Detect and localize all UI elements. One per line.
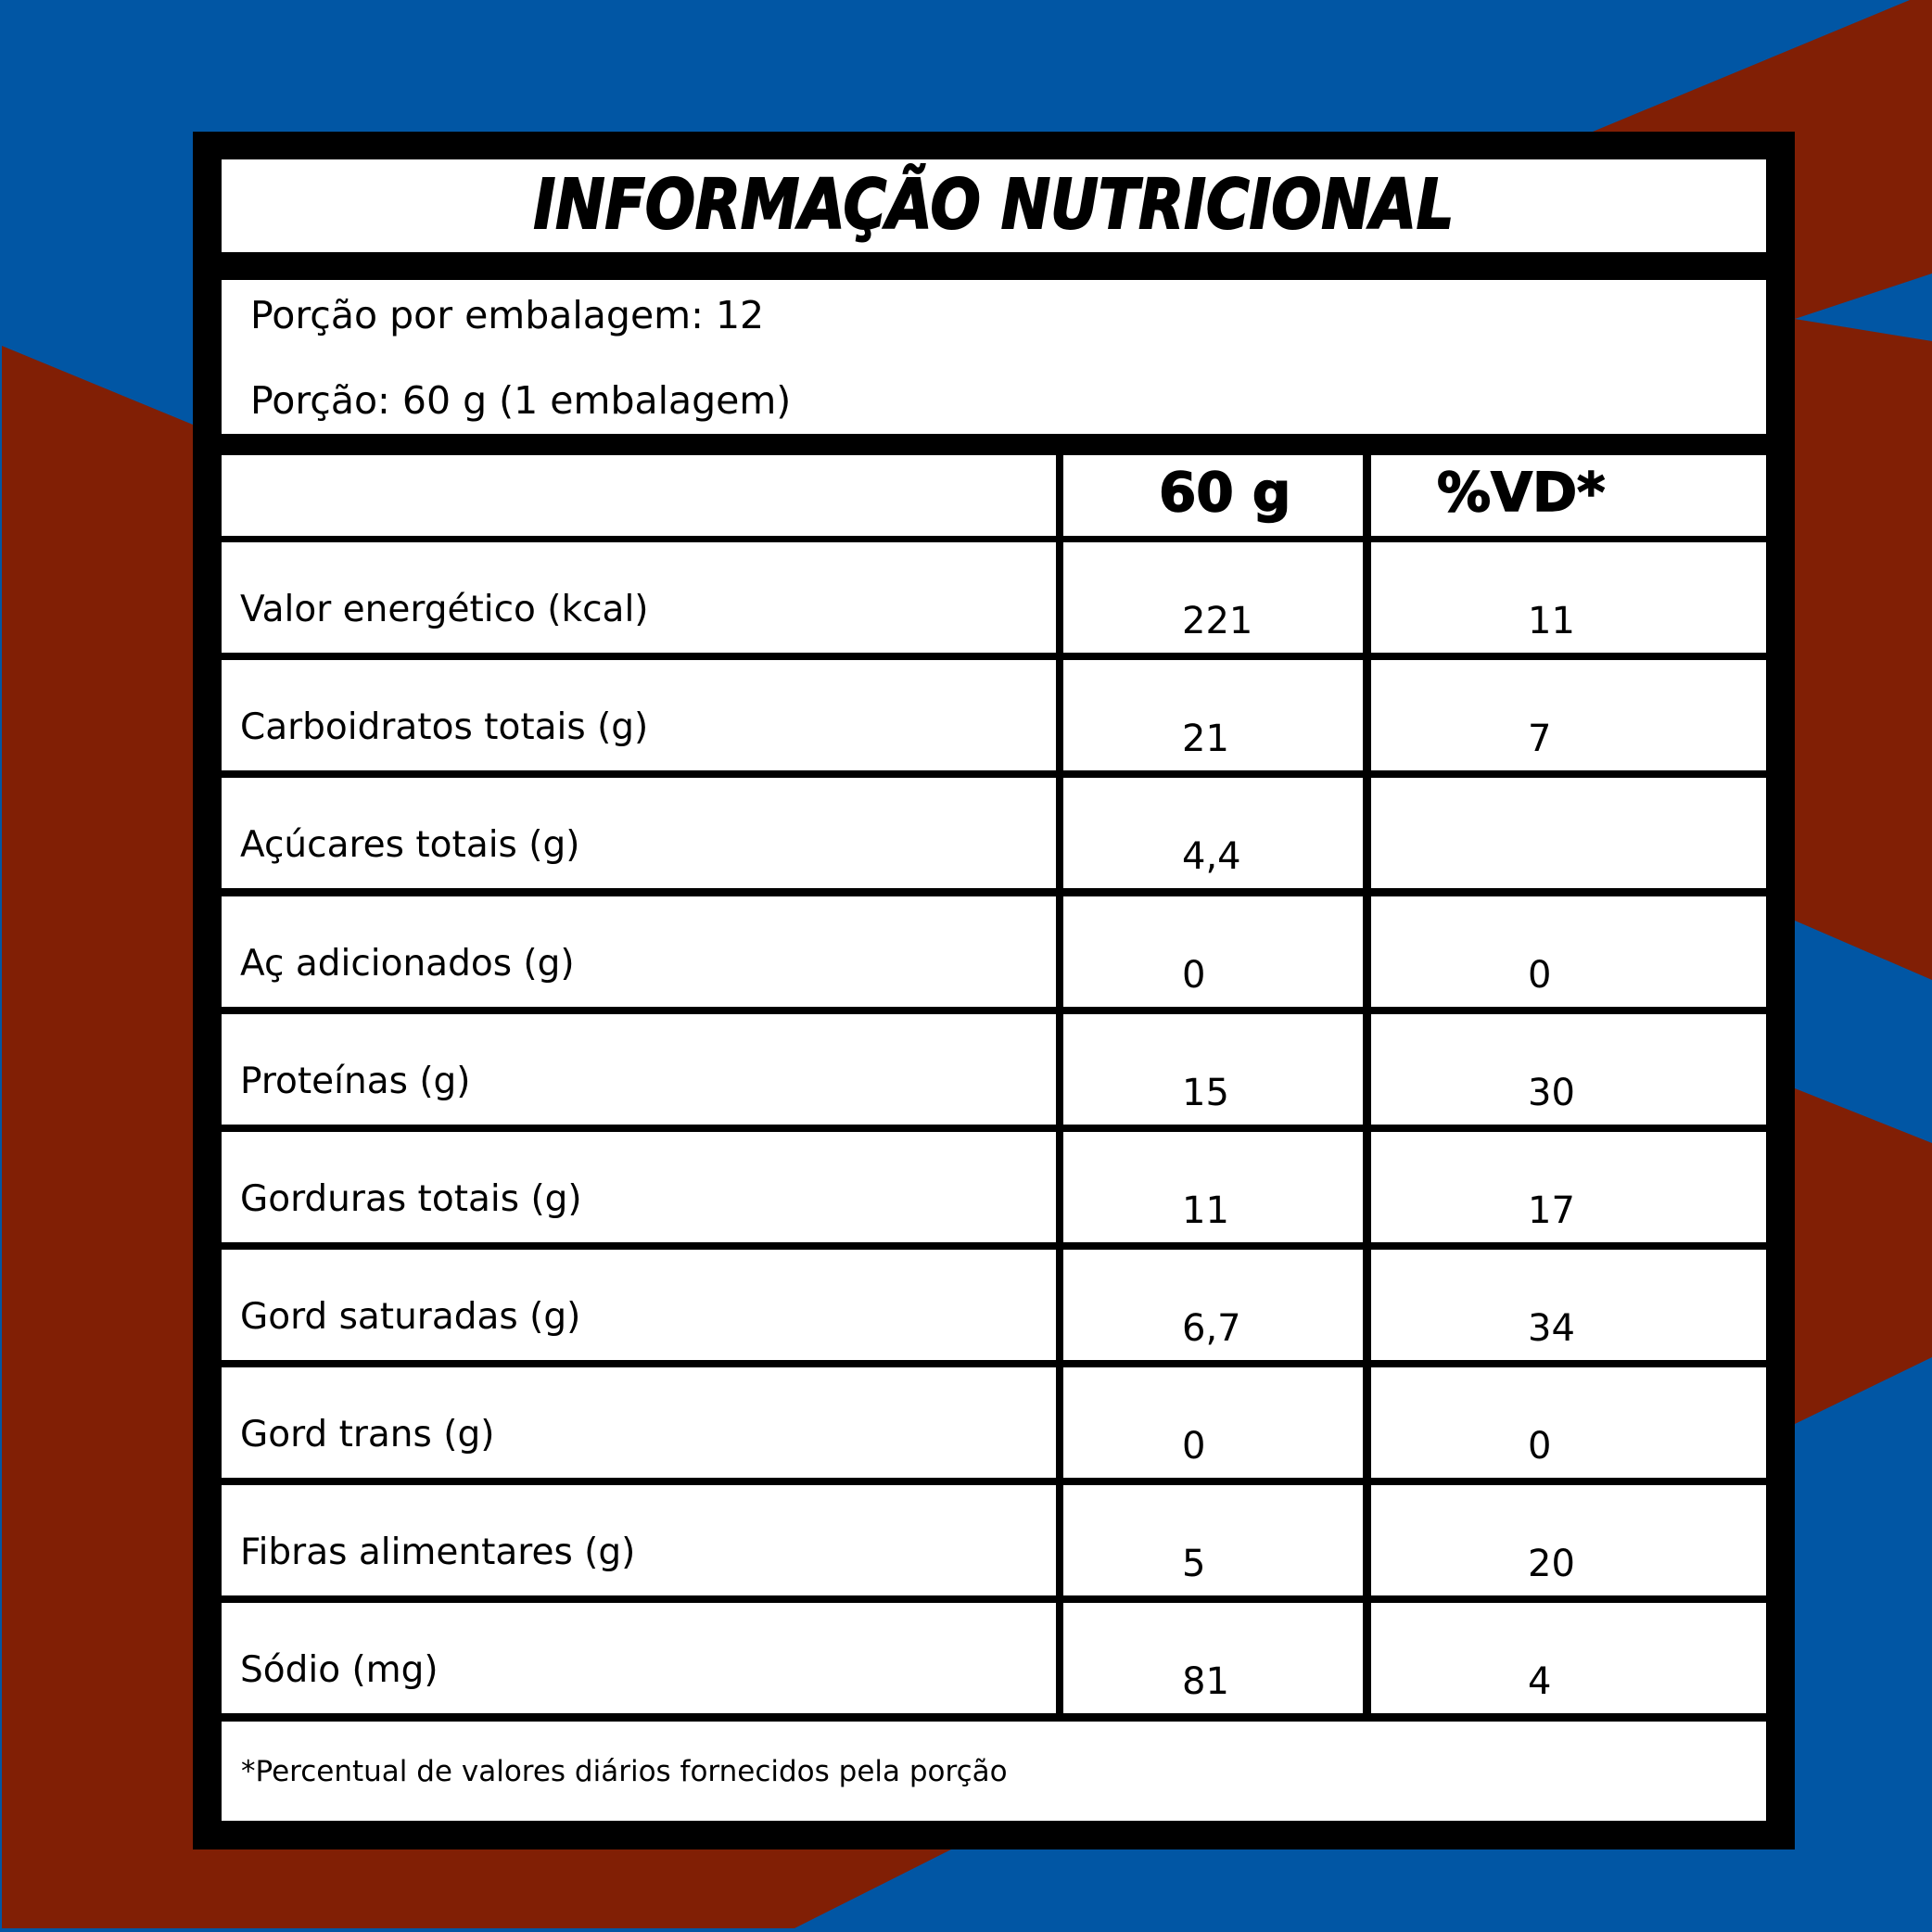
table-row-label-cell	[222, 1014, 1056, 1125]
nutrient-label: Proteínas (g)	[240, 1061, 471, 1102]
table-row-dv-cell	[1371, 1132, 1766, 1242]
nutrient-label: Aç adicionados (g)	[240, 943, 575, 985]
nutrient-label: Gord trans (g)	[240, 1414, 495, 1455]
nutrient-dv: 0	[1528, 954, 1552, 997]
nutrient-dv: 17	[1528, 1189, 1575, 1232]
title-panel	[222, 159, 1766, 252]
table-row-dv-cell	[1371, 1485, 1766, 1595]
nutrient-dv: 34	[1528, 1307, 1575, 1350]
table-row-dv-cell	[1371, 778, 1766, 888]
table-row-amount-cell	[1063, 1014, 1363, 1125]
table-row-label-cell	[222, 1132, 1056, 1242]
nutrient-amount: 0	[1182, 954, 1206, 997]
table-header-dv-cell	[1371, 455, 1766, 536]
nutrient-amount: 11	[1182, 1189, 1229, 1232]
nutrient-amount: 0	[1182, 1425, 1206, 1468]
table-row-label-cell	[222, 1485, 1056, 1595]
nutrient-dv: 11	[1528, 600, 1575, 642]
table-row-label-cell	[222, 542, 1056, 653]
nutrient-amount: 5	[1182, 1543, 1206, 1585]
nutrient-dv: 20	[1528, 1543, 1575, 1585]
nutrient-amount: 6,7	[1182, 1307, 1241, 1350]
nutrient-label: Carboidratos totais (g)	[240, 706, 649, 748]
table-row-amount-cell	[1063, 1250, 1363, 1360]
serving-size: Porção: 60 g (1 embalagem)	[250, 378, 792, 423]
table-row-label-cell	[222, 778, 1056, 888]
daily-value-footnote: *Percentual de valores diários fornecidos pela porção	[241, 1755, 1008, 1788]
nutrient-label: Gorduras totais (g)	[240, 1178, 582, 1220]
nutrient-amount: 221	[1182, 600, 1253, 642]
serving-info-panel	[222, 280, 1766, 434]
nutrient-dv: 4	[1528, 1660, 1552, 1703]
table-header-amount: 60 g	[1159, 461, 1291, 524]
nutrient-amount: 21	[1182, 718, 1229, 760]
table-row-label-cell	[222, 1603, 1056, 1713]
table-header-label-cell	[222, 455, 1056, 536]
table-header-amount-cell	[1063, 455, 1363, 536]
table-row-amount-cell	[1063, 1603, 1363, 1713]
nutrient-label: Gord saturadas (g)	[240, 1296, 581, 1338]
nutrient-dv: 30	[1528, 1072, 1575, 1114]
table-row-dv-cell	[1371, 660, 1766, 770]
table-row-label-cell	[222, 1367, 1056, 1478]
table-row-label-cell	[222, 896, 1056, 1007]
page-title: INFORMAÇÃO NUTRICIONAL	[533, 165, 1455, 245]
table-header-dv: %VD*	[1437, 461, 1606, 524]
table-row-dv-cell	[1371, 1014, 1766, 1125]
table-row-amount-cell	[1063, 896, 1363, 1007]
table-row-amount-cell	[1063, 660, 1363, 770]
nutrient-label: Valor energético (kcal)	[240, 589, 649, 630]
table-row-amount-cell	[1063, 778, 1363, 888]
table-row-dv-cell	[1371, 1603, 1766, 1713]
table-row-dv-cell	[1371, 896, 1766, 1007]
nutrient-dv: 7	[1528, 718, 1552, 760]
table-row-amount-cell	[1063, 1132, 1363, 1242]
footnote-panel	[222, 1722, 1766, 1821]
nutrient-label: Açúcares totais (g)	[240, 824, 580, 866]
table-row-amount-cell	[1063, 542, 1363, 653]
table-row-dv-cell	[1371, 1367, 1766, 1478]
brown-shape-right-mid	[1795, 319, 1932, 980]
table-row-amount-cell	[1063, 1367, 1363, 1478]
table-row-label-cell	[222, 660, 1056, 770]
nutrient-label: Sódio (mg)	[240, 1649, 439, 1691]
nutrient-label: Fibras alimentares (g)	[240, 1532, 636, 1573]
table-row-dv-cell	[1371, 1250, 1766, 1360]
nutrient-amount: 15	[1182, 1072, 1229, 1114]
servings-per-package: Porção por embalagem: 12	[250, 293, 765, 337]
nutrient-amount: 4,4	[1182, 835, 1241, 878]
table-row-label-cell	[222, 1250, 1056, 1360]
table-row-amount-cell	[1063, 1485, 1363, 1595]
table-row-dv-cell	[1371, 542, 1766, 653]
nutrient-amount: 81	[1182, 1660, 1229, 1703]
nutrient-dv: 0	[1528, 1425, 1552, 1468]
